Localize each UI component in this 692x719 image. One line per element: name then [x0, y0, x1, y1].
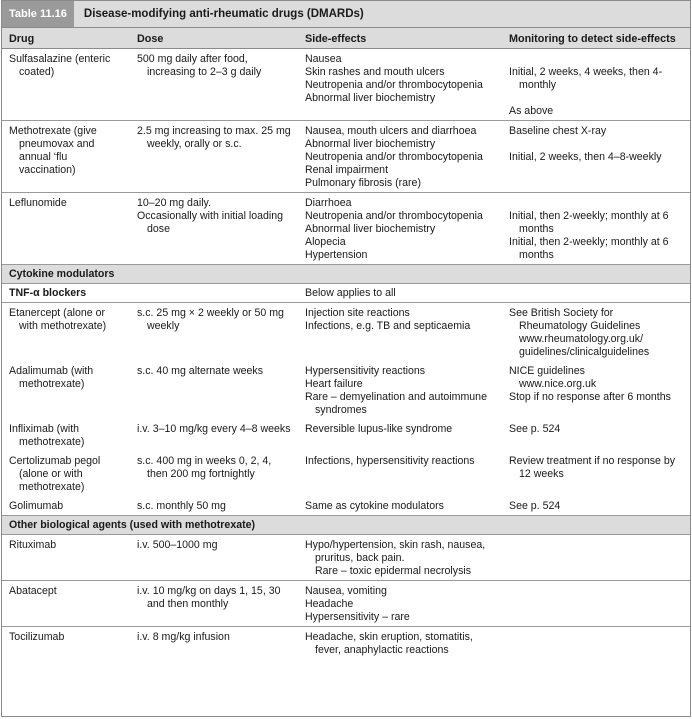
subsection-heading: TNF-α blockers	[2, 284, 298, 303]
side-effect: Headache, skin eruption, stomatitis, fever, anaphylactic reactions	[305, 631, 473, 656]
monitoring-cell	[502, 303, 690, 362]
dose-cell	[130, 121, 298, 193]
side-effect: Hypersensitivity – rare	[305, 611, 410, 623]
drug-cell	[2, 535, 130, 581]
side-effects-cell	[298, 419, 502, 451]
table-row-abatacept	[2, 581, 690, 627]
monitoring-text: Initial, then 2-weekly; monthly at 6 months	[509, 236, 669, 261]
side-effects-cell	[298, 535, 502, 581]
dose-text: i.v. 500–1000 mg	[137, 539, 218, 551]
header-row	[2, 28, 690, 49]
table-row-methotrexate	[2, 121, 690, 193]
drug-cell	[2, 193, 130, 265]
side-effect: Nausea	[305, 53, 342, 65]
monitoring-cell	[502, 193, 690, 265]
side-effect: Rare – demyelination and autoimmune syndromes	[305, 391, 487, 416]
table-row-rituximab	[2, 535, 690, 581]
dose-text: 500 mg daily after food, increasing to 2–3 g daily	[137, 53, 262, 78]
section-row-cytokine	[2, 265, 690, 284]
side-effects-cell	[298, 451, 502, 496]
side-effect: Alopecia	[305, 236, 346, 248]
drug-name: Sulfasalazine (enteric coated)	[9, 53, 111, 78]
side-effects-cell	[298, 496, 502, 516]
drug-cell	[2, 496, 130, 516]
monitoring-text: NICE guidelines	[509, 365, 585, 377]
side-effect: Hypersensitivity reactions	[305, 365, 426, 377]
table-row-leflunomide	[2, 193, 690, 265]
side-effects-cell	[298, 303, 502, 362]
monitoring-text: Initial, then 2-weekly; monthly at 6 months	[509, 210, 669, 235]
side-effect: Headache	[305, 598, 354, 610]
monitoring-text: Baseline chest X-ray	[509, 125, 607, 137]
dose-cell	[130, 581, 298, 627]
drug-name: Leflunomide	[9, 197, 67, 209]
drug-name: Tocilizumab	[9, 631, 65, 643]
side-effects-cell	[298, 581, 502, 627]
table-row-golimumab	[2, 496, 690, 516]
drug-name: Abatacept	[9, 585, 57, 597]
monitoring-cell	[502, 419, 690, 451]
monitoring-cell	[502, 361, 690, 419]
section-heading: Cytokine modulators	[2, 265, 690, 284]
monitoring-text: Stop if no response after 6 months	[509, 391, 671, 403]
dose-cell	[130, 419, 298, 451]
dose-text: i.v. 8 mg/kg infusion	[137, 631, 230, 643]
side-effects-cell	[298, 193, 502, 265]
drug-cell	[2, 49, 130, 121]
table-title-bar	[2, 1, 690, 28]
header-monitoring: Monitoring to detect side-effects	[502, 28, 690, 49]
dose-cell	[130, 496, 298, 516]
drug-cell	[2, 627, 130, 660]
monitoring-text: Initial, 2 weeks, then 4–8-weekly	[509, 151, 662, 163]
drug-cell	[2, 451, 130, 496]
guideline-link[interactable]: www.rheumatology.org.uk/ guidelines/clinicalguidelines	[519, 333, 650, 358]
dose-text: Occasionally with initial loading dose	[137, 210, 284, 235]
dose-cell	[130, 451, 298, 496]
side-effect: Neutropenia and/or thrombocytopenia	[305, 151, 483, 163]
dmard-table	[2, 28, 690, 659]
drug-name: Certolizumab pegol (alone or with methotrexate)	[9, 455, 101, 493]
side-effect: Reversible lupus-like syndrome	[305, 423, 453, 435]
monitoring-cell	[502, 451, 690, 496]
side-effect: Rare – toxic epidermal necrolysis	[315, 565, 472, 577]
side-effect: Hypo/hypertension, skin rash, nausea, pruritus, back pain.	[305, 539, 486, 564]
dose-text: i.v. 10 mg/kg on days 1, 15, 30 and then monthly	[137, 585, 281, 610]
side-effect: Abnormal liver biochemistry	[305, 92, 436, 104]
side-effect: Skin rashes and mouth ulcers	[305, 66, 445, 78]
table-row-tocilizumab	[2, 627, 690, 660]
monitoring-text: Initial, 2 weeks, 4 weeks, then 4-monthly	[509, 66, 663, 91]
subsection-note: Below applies to all	[298, 284, 690, 303]
table-row-adalimumab	[2, 361, 690, 419]
monitoring-cell	[502, 49, 690, 121]
dose-text: i.v. 3–10 mg/kg every 4–8 weeks	[137, 423, 291, 435]
side-effects-cell	[298, 627, 502, 660]
monitoring-text: Review treatment if no response by 12 weeks	[509, 455, 676, 480]
drug-name: Rituximab	[9, 539, 57, 551]
dose-cell	[130, 361, 298, 419]
monitoring-text: See p. 524	[509, 423, 561, 435]
monitoring-text: See p. 524	[509, 500, 561, 512]
section-heading: Other biological agents (used with methotrexate)	[2, 516, 690, 535]
drug-cell	[2, 303, 130, 362]
dose-text: 10–20 mg daily.	[137, 197, 212, 209]
drug-name: Golimumab	[9, 500, 64, 512]
guideline-link[interactable]: www.nice.org.uk	[519, 378, 597, 390]
table-row-certolizumab	[2, 451, 690, 496]
table-row-sulfasalazine	[2, 49, 690, 121]
drug-name: Etanercept (alone or with methotrexate)	[9, 307, 107, 332]
dose-text: 2.5 mg increasing to max. 25 mg weekly, orally or s.c.	[137, 125, 291, 150]
dose-cell	[130, 49, 298, 121]
header-drug: Drug	[2, 28, 130, 49]
drug-cell	[2, 581, 130, 627]
header-dose: Dose	[130, 28, 298, 49]
monitoring-cell	[502, 121, 690, 193]
side-effect: Hypertension	[305, 249, 368, 261]
monitoring-text: As above	[509, 105, 554, 117]
side-effect: Infections, hypersensitivity reactions	[305, 455, 475, 467]
side-effect: Renal impairment	[305, 164, 389, 176]
side-effect: Infections, e.g. TB and septicaemia	[305, 320, 471, 332]
dose-cell	[130, 535, 298, 581]
drug-cell	[2, 121, 130, 193]
side-effect: Same as cytokine modulators	[305, 500, 444, 512]
dose-cell	[130, 303, 298, 362]
side-effect: Neutropenia and/or thrombocytopenia	[305, 79, 483, 91]
dose-text: s.c. monthly 50 mg	[137, 500, 226, 512]
side-effects-cell	[298, 361, 502, 419]
side-effect: Nausea, vomiting	[305, 585, 387, 597]
dose-cell	[130, 193, 298, 265]
side-effect: Nausea, mouth ulcers and diarrhoea	[305, 125, 477, 137]
table-row-etanercept	[2, 303, 690, 362]
side-effects-cell	[298, 49, 502, 121]
table-title: Disease-modifying anti-rheumatic drugs (DMARDs)	[83, 7, 364, 20]
side-effect: Heart failure	[305, 378, 363, 390]
side-effect: Abnormal liver biochemistry	[305, 138, 436, 150]
table-row-infliximab	[2, 419, 690, 451]
section-row-other-biologics	[2, 516, 690, 535]
header-side-effects: Side-effects	[298, 28, 502, 49]
side-effect: Neutropenia and/or thrombocytopenia	[305, 210, 483, 222]
side-effect: Injection site reactions	[305, 307, 410, 319]
drug-cell	[2, 419, 130, 451]
side-effect: Abnormal liver biochemistry	[305, 223, 436, 235]
drug-cell	[2, 361, 130, 419]
monitoring-text: See British Society for Rheumatology Guidelines	[509, 307, 641, 332]
monitoring-cell	[502, 627, 690, 660]
side-effect: Diarrhoea	[305, 197, 352, 209]
side-effect: Pulmonary fibrosis (rare)	[305, 177, 421, 189]
table-number: Table 11.16	[2, 1, 74, 27]
dose-text: s.c. 400 mg in weeks 0, 2, 4, then 200 mg fortnightly	[137, 455, 272, 480]
side-effects-cell	[298, 121, 502, 193]
subsection-row-tnf	[2, 284, 690, 303]
monitoring-cell	[502, 581, 690, 627]
monitoring-cell	[502, 535, 690, 581]
dose-text: s.c. 25 mg × 2 weekly or 50 mg weekly	[137, 307, 284, 332]
dose-cell	[130, 627, 298, 660]
dose-text: s.c. 40 mg alternate weeks	[137, 365, 264, 377]
dmard-table-panel	[1, 0, 691, 717]
drug-name: Methotrexate (give pneumovax and annual ‘flu vaccination)	[9, 125, 97, 176]
monitoring-cell	[502, 496, 690, 516]
drug-name: Adalimumab (with methotrexate)	[9, 365, 94, 390]
drug-name: Infliximab (with methotrexate)	[9, 423, 85, 448]
